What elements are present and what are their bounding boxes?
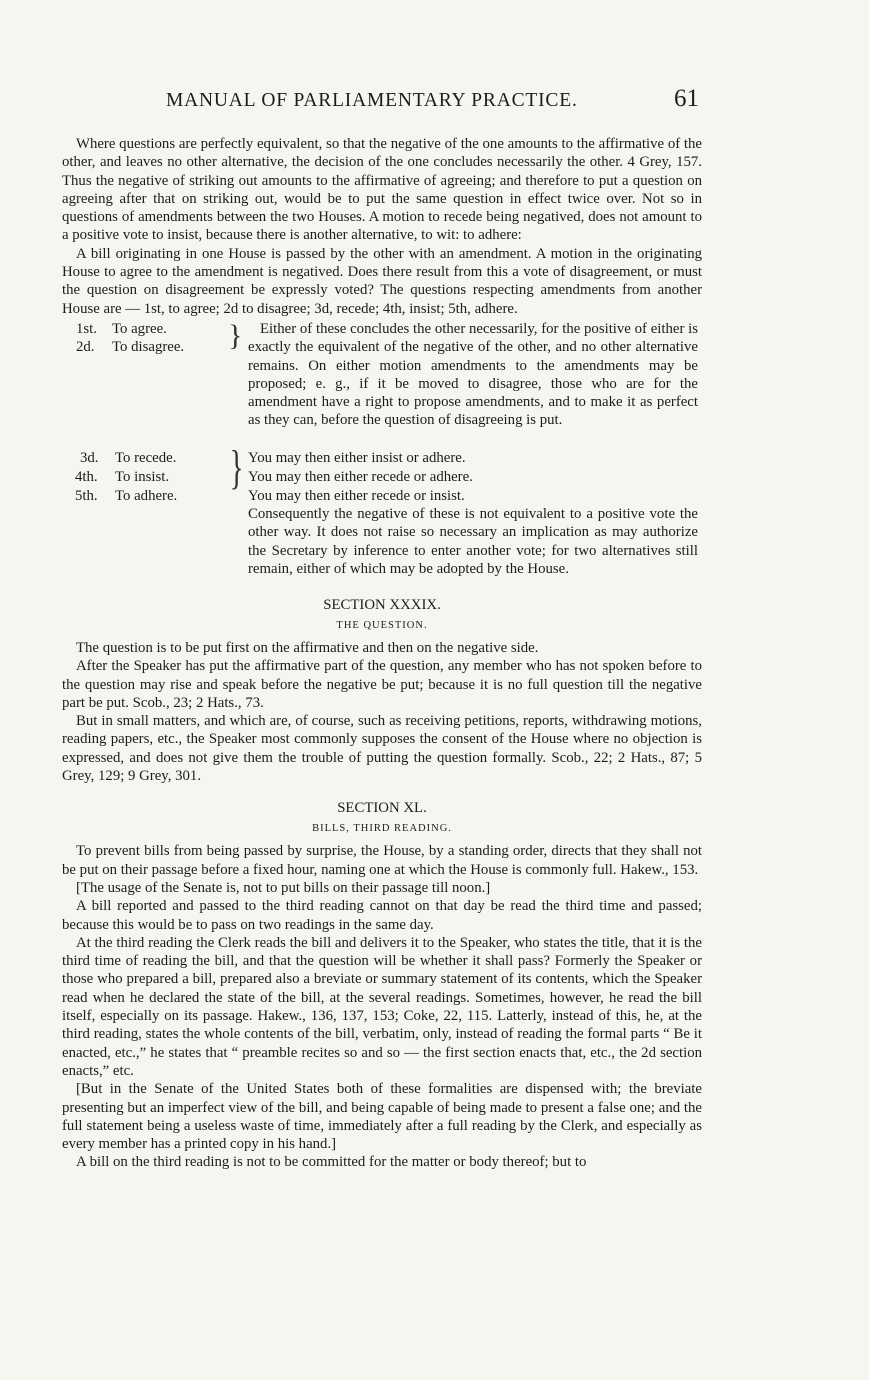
- motion-number-5: 5th.: [75, 487, 98, 504]
- paragraph-third-reading: At the third reading the Clerk reads the bill and delivers it to the Speaker, who states the title, that it is the third time of reading the bill, and that the question will be whether it shall pass? Formerly the Speaker or those who prepared a bill, prepared also a breviate or summary statement of its contents, which the Speaker read when he declared the state of the bill, at the several readings. Sometimes, however, he read the bill itself, especially on its passage. Hakew., 136, 137, 153; Coke, 22, 115. Latterly, instead of this, he, at the third reading, states the whole contents of the bill, verbatim, only, instead of reading the formal parts “ Be it enacted, etc.,” he states that “ preamble recites so and so — the first section enacts that, etc., the 2d section enacts,” etc.: [62, 934, 702, 1079]
- trio-description: Consequently the negative of these is not equivalent to a positive vote the other way. It does not raise so necessary an implication as may authorize the Secretary by inference to enter another vote; for two alternatives still remain, either of which may be adopted by the House.: [248, 505, 698, 577]
- running-title: MANUAL OF PARLIAMENTARY PRACTICE.: [166, 90, 578, 111]
- motions-table: [62, 318, 702, 582]
- insist-description: You may then either recede or adhere.: [248, 468, 473, 485]
- paragraph-same-day: A bill reported and passed to the third reading cannot on that day be read the third time and passed; because this would be to pass on two readings in the same day.: [62, 898, 702, 933]
- motion-label-disagree: To disagree.: [112, 338, 185, 355]
- paragraph-equivalent-questions: Where questions are perfectly equivalent, so that the negative of the one amounts to the affirmative of the other, and leaves no other alternative, the decision of the one concludes necessarily the other. 4 Grey, 157. Thus the negative of striking out amounts to the affirmative of agreeing; and therefore to put a question on agreeing after that on striking out, would be to put the same question in effect twice over. Not so in questions of amendments between the two Houses. A motion to recede being negatived, does not amount to a positive vote to insist, because there is another alternative, to wit: to adhere:: [62, 136, 702, 244]
- adhere-description: You may then either recede or insist.: [248, 487, 465, 504]
- book-page: [62, 82, 702, 1172]
- recede-description: You may then either insist or adhere.: [248, 449, 466, 466]
- brace-trio: }: [229, 440, 244, 494]
- paragraph-not-committed: A bill on the third reading is not to be committed for the matter or body thereof; but to: [76, 1154, 587, 1171]
- motion-number-4: 4th.: [75, 468, 98, 485]
- motion-label-adhere: To adhere.: [115, 487, 178, 504]
- section-40-heading: SECTION XL.: [337, 800, 427, 817]
- motion-label-recede: To recede.: [115, 449, 177, 466]
- paragraph-bill-originating: A bill originating in one House is passed by the other with an amendment. A motion in the originating House to agree to the amendment is negatived. Does there result from this a vote of disagreement, or must the question on disagreement be expressly voted? The questions respecting amendments from another House are — 1st, to agree; 2d to disagree; 3d, recede; 4th, insist; 5th, adhere.: [62, 245, 702, 317]
- motion-number-2: 2d.: [76, 338, 95, 355]
- motion-number-3: 3d.: [80, 449, 99, 466]
- paragraph-senate-formalities: [But in the Senate of the United States both of these formalities are dispensed with; the breviate presenting but an imperfect view of the bill, and being capable of being made to present a false one; and the full statement being a useless waste of time, immediately after a full reading by the Clerk, and especially as every member has a printed copy in his hand.]: [62, 1081, 702, 1153]
- section-40-subheading: BILLS, THIRD READING.: [312, 823, 452, 835]
- page-number: 61: [674, 85, 699, 112]
- running-header: [62, 82, 702, 122]
- motion-label-agree: To agree.: [112, 320, 167, 337]
- section-39-heading: SECTION XXXIX.: [323, 596, 441, 613]
- paragraph-speaker-affirmative: After the Speaker has put the affirmative part of the question, any member who has not spoken before to the question may rise and speak before the negative be put; because it is no full question till the negative part be put. Scob., 23; 2 Hats., 73.: [62, 658, 702, 711]
- motion-number-1: 1st.: [76, 320, 97, 337]
- brace-pair: }: [228, 318, 243, 352]
- paragraph-prevent-surprise: To prevent bills from being passed by surprise, the House, by a standing order, directs that they shall not be put on their passage before a fixed hour, naming one at which the House is commonly full. Hakew., 153.: [62, 843, 702, 878]
- paragraph-senate-usage: [The usage of the Senate is, not to put bills on their passage till noon.]: [76, 879, 491, 896]
- motion-label-insist: To insist.: [115, 468, 170, 485]
- paragraph-small-matters: But in small matters, and which are, of course, such as receiving petitions, reports, withdrawing motions, reading papers, etc., the Speaker most commonly supposes the consent of the House where no objection is expressed, and does not give them the trouble of putting the question formally. Scob., 22; 2 Hats., 87; 5 Grey, 129; 9 Grey, 301.: [62, 713, 702, 785]
- pair-description: Either of these concludes the other necessarily, for the positive of either is exactly the equivalent of the negative of the other, and no other alternative remains. On either motion amendments to the amendments may be proposed; e. g., if it be moved to disagree, those who are for the amendment have a right to propose amendments, and to make it as perfect as they can, before the question of disagreeing is put.: [248, 320, 698, 429]
- section-39-subheading: THE QUESTION.: [336, 619, 428, 631]
- paragraph-question-put: The question is to be put first on the affirmative and then on the negative side.: [76, 639, 539, 656]
